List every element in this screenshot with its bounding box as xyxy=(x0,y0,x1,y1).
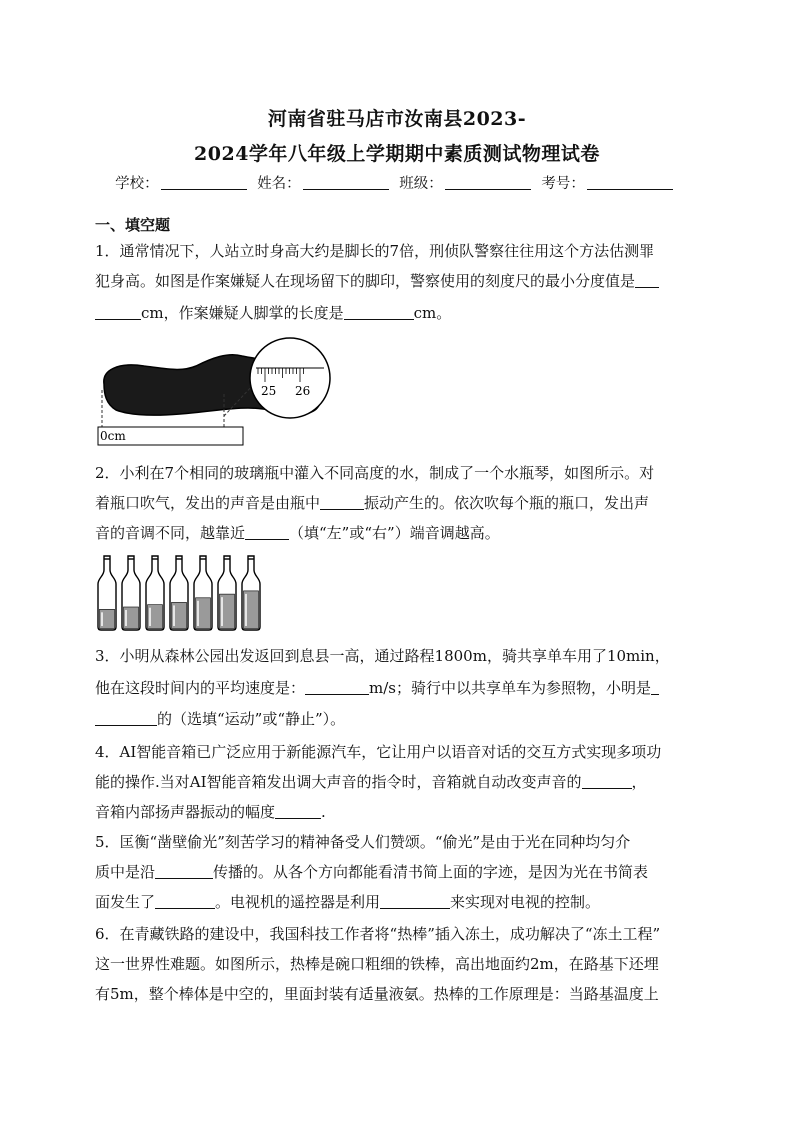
q5-line-2b: 传播的。从各个方向都能看清书简上面的字迹，是因为光在书简表 xyxy=(213,863,649,881)
q5-line-3 xyxy=(95,891,705,912)
bottle xyxy=(218,556,236,630)
q6-line-2: 这一世界性难题。如图所示，热棒是碗口粗细的铁棒，高出地面约2m，在路基下还埋 xyxy=(95,955,659,973)
q5-blank-2[interactable] xyxy=(155,894,215,909)
exam-no-blank[interactable] xyxy=(587,175,673,190)
water-bottles-figure xyxy=(96,554,266,632)
q2-line-1: 2．小利在7个相同的玻璃瓶中灌入不同高度的水，制成了一个水瓶琴，如图所示。对 xyxy=(95,464,655,482)
q5-line-2 xyxy=(95,861,705,882)
bottle xyxy=(98,556,116,630)
q4-line-3a: 音箱内部扬声器振动的幅度 xyxy=(95,803,276,821)
q4-line-1: 4．AI智能音箱已广泛应用于新能源汽车，它让用户以语音对话的交互方式实现多项功 xyxy=(95,743,662,761)
footprint-ruler-figure xyxy=(96,332,336,448)
magnifier-circle xyxy=(250,338,330,418)
ruler-zero-label: 0cm xyxy=(100,429,126,443)
q4-blank-1[interactable] xyxy=(582,774,632,789)
q1-line-1: 1．通常情况下，人站立时身高大约是脚长的7倍，刑侦队警察往往用这个方法估测罪 xyxy=(95,242,655,260)
q4-line-3b: . xyxy=(321,803,326,821)
student-info-row xyxy=(0,172,794,193)
tick-label-26: 26 xyxy=(295,384,311,398)
q3-line-3 xyxy=(95,708,705,729)
q1-line-3 xyxy=(95,302,705,323)
q1-line-3b: cm。 xyxy=(413,304,452,322)
bottle xyxy=(170,556,188,630)
q4-blank-2[interactable] xyxy=(275,804,321,819)
bottle xyxy=(122,556,140,630)
class-blank[interactable] xyxy=(445,175,531,190)
q3-blank-2b[interactable] xyxy=(95,711,157,726)
q1-line-2 xyxy=(95,270,705,291)
q1-blank-1b[interactable] xyxy=(95,305,141,320)
exam-no-label: 考号： xyxy=(541,176,585,192)
q2-blank-2[interactable] xyxy=(245,525,289,540)
q4-line-3 xyxy=(95,801,705,822)
q6-line-1: 6．在青藏铁路的建设中，我国科技工作者将“热棒”插入冻土，成功解决了“冻土工程” xyxy=(95,925,661,943)
q5-blank-1[interactable] xyxy=(155,864,213,879)
q5-blank-3[interactable] xyxy=(380,894,450,909)
title-line-2: 2024学年八年级上学期期中素质测试物理试卷 xyxy=(194,143,600,165)
q1-line-2-text: 犯身高。如图是作案嫌疑人在现场留下的脚印，警察使用的刻度尺的最小分度值是 xyxy=(95,272,636,290)
q1-blank-2[interactable] xyxy=(344,305,414,320)
q5-line-1: 5．匡衡“凿壁偷光”刻苦学习的精神备受人们赞颂。“偷光”是由于光在同种均匀介 xyxy=(95,833,631,851)
q3-line-2b: m/s；骑行中以共享单车为参照物，小明是 xyxy=(369,679,651,697)
q5-line-2a: 质中是沿 xyxy=(95,863,156,881)
tick-label-25: 25 xyxy=(261,384,277,398)
q5-line-3c: 来实现对电视的控制。 xyxy=(450,893,601,911)
q3-line-2 xyxy=(95,677,705,698)
q3-line-1: 3．小明从森林公园出发返回到息县一高，通过路程1800m，骑共享单车用了10min， xyxy=(95,647,670,665)
q5-line-3b: 。电视机的遥控器是利用 xyxy=(215,893,381,911)
q3-line-2a: 他在这段时间内的平均速度是： xyxy=(95,679,306,697)
bottle xyxy=(146,556,164,630)
q2-line-2b: 振动产生的。依次吹每个瓶的瓶口，发出声 xyxy=(364,494,650,512)
name-label: 姓名： xyxy=(257,176,301,192)
q2-line-3 xyxy=(95,522,705,543)
q3-blank-2a[interactable] xyxy=(651,680,659,695)
bottle xyxy=(242,556,260,630)
title-line-1: 河南省驻马店市汝南县2023- xyxy=(267,108,527,130)
q4-line-2 xyxy=(95,771,705,792)
q4-line-2b: ， xyxy=(631,773,647,791)
q2-line-2a: 着瓶口吹气，发出的声音是由瓶中 xyxy=(95,494,321,512)
q3-blank-1[interactable] xyxy=(305,680,369,695)
q2-line-3a: 音的音调不同，越靠近 xyxy=(95,524,246,542)
q6-line-3: 有5m，整个棒体是中空的，里面封装有适量液氨。热棒的工作原理是：当路基温度上 xyxy=(95,985,659,1003)
q2-blank-1[interactable] xyxy=(320,495,364,510)
section-heading-fill-blank: 一、填空题 xyxy=(95,216,171,234)
q1-line-3a: cm，作案嫌疑人脚掌的长度是 xyxy=(141,304,344,322)
school-blank[interactable] xyxy=(161,175,247,190)
bottle xyxy=(194,556,212,630)
school-label: 学校： xyxy=(115,176,159,192)
name-blank[interactable] xyxy=(303,175,389,190)
q2-line-2 xyxy=(95,492,705,513)
q3-line-3-text: 的（选填“运动”或“静止”）。 xyxy=(157,710,346,728)
q4-line-2a: 能的操作.当对AI智能音箱发出调大声音的指令时，音箱就自动改变声音的 xyxy=(95,773,582,791)
class-label: 班级： xyxy=(399,176,443,192)
q5-line-3a: 面发生了 xyxy=(95,893,156,911)
q2-line-3b: （填“左”或“右”）端音调越高。 xyxy=(289,524,500,542)
q1-blank-1a[interactable] xyxy=(635,273,659,288)
